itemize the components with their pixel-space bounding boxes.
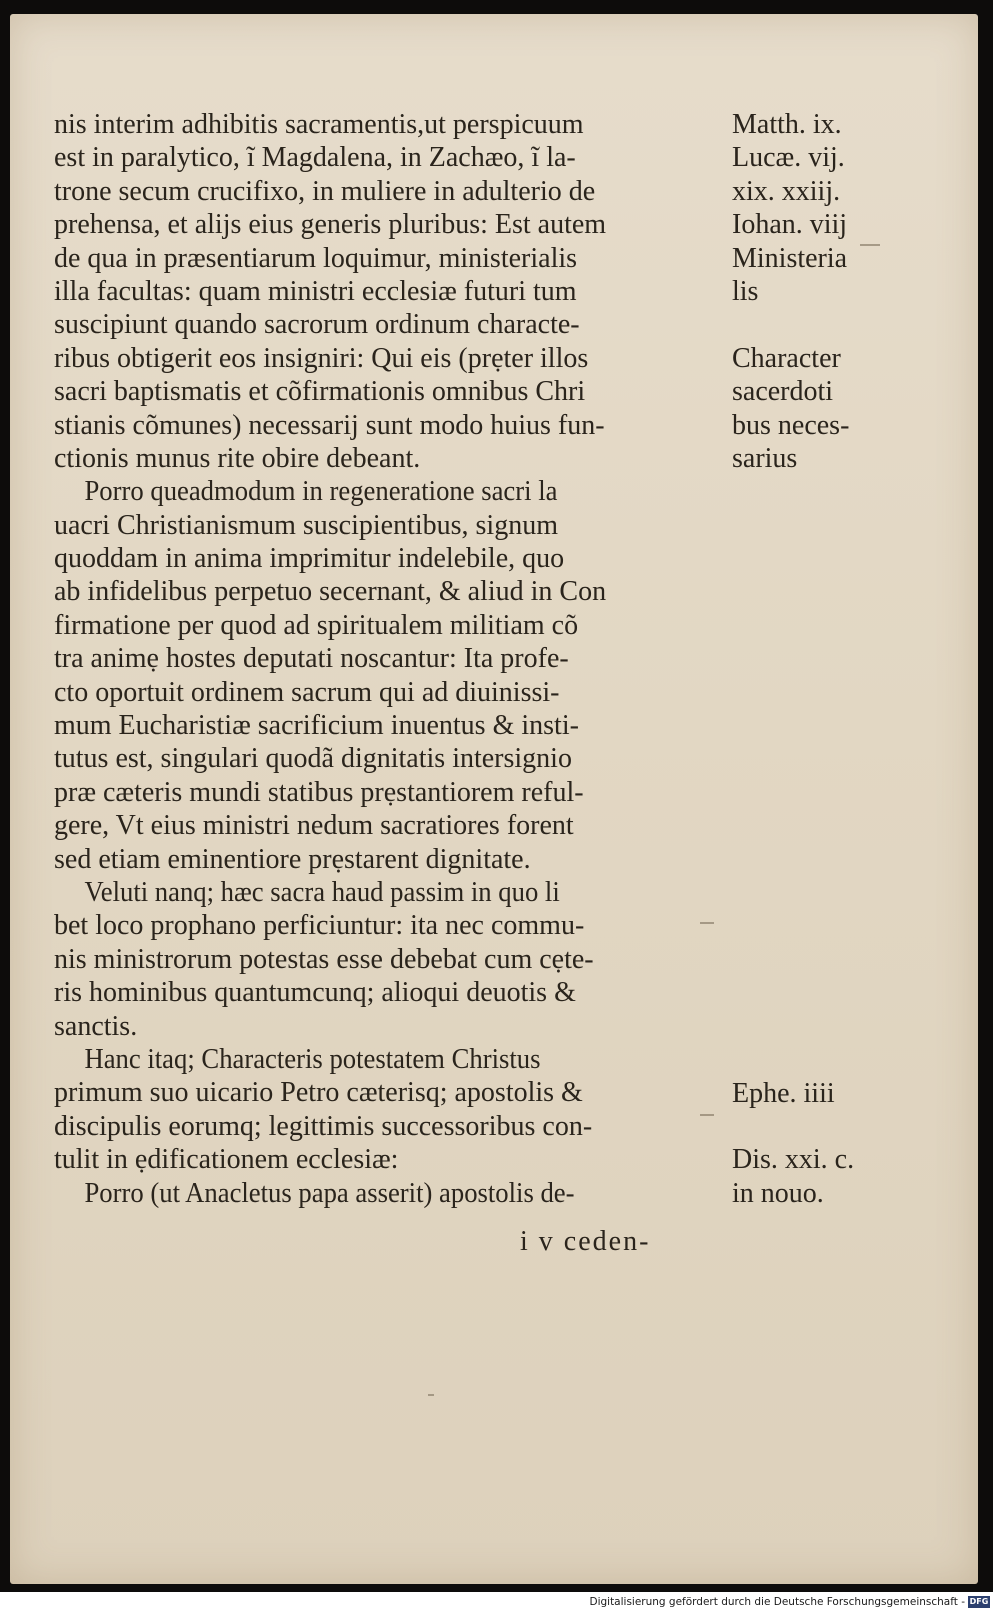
text-line: Porro queadmodum in regeneratione sacri la	[84, 476, 558, 508]
text-line: prehensa, et alijs eius generis pluribus: Est autem	[54, 209, 607, 241]
margin-mark	[860, 244, 880, 246]
margin-note: Iohan. viij	[732, 209, 848, 241]
text-line: discipulis eorumq; legittimis successoribus con-	[54, 1110, 593, 1142]
text-line: uacri Christianismum suscipientibus, signum	[54, 509, 558, 541]
text-line: nis interim adhibitis sacramentis,ut perspicuum	[54, 109, 584, 140]
margin-mark	[700, 1114, 714, 1116]
digitization-footer	[589, 1594, 990, 1609]
text-line: suscipiunt quando sacrorum ordinum characte-	[54, 309, 580, 341]
margin-note: sarius	[732, 443, 798, 474]
text-line: mum Eucharistiæ sacrificium inuentus & insti-	[54, 710, 579, 742]
margin-note: bus neces-	[732, 409, 850, 441]
margin-mark	[428, 1394, 434, 1396]
text-line: gere, Vt eius ministri nedum sacratiores forent	[54, 810, 574, 842]
text-line: sed etiam eminentiore prẹstarent dignitate.	[54, 843, 531, 875]
text-line: bet loco prophano perficiuntur: ita nec commu-	[54, 910, 585, 942]
text-line: sanctis.	[54, 1010, 138, 1042]
text-line: sacri baptismatis et cõfirmationis omnibus Chri	[54, 376, 586, 408]
margin-note: in nouo.	[732, 1177, 824, 1209]
margin-mark	[700, 922, 714, 924]
margin-note: xix. xxiij.	[732, 175, 841, 207]
text-line: firmatione per quod ad spiritualem militiam cõ	[54, 609, 579, 641]
margin-note: lis	[732, 276, 759, 307]
text-line: stianis cõmunes) necessarij sunt modo huius fun-	[54, 409, 605, 441]
text-line: cto oportuit ordinem sacrum qui ad diuinissi-	[54, 676, 560, 708]
text-line: Veluti nanq; hæc sacra haud passim in quo li	[84, 876, 560, 908]
margin-note: Character	[732, 342, 841, 374]
text-line: Hanc itaq; Characteris potestatem Christus	[84, 1043, 541, 1075]
dfg-logo: DFG	[969, 1596, 989, 1606]
margin-note: sacerdoti	[732, 376, 834, 408]
margin-note: Lucæ. vij.	[732, 142, 845, 174]
text-line: Porro (ut Anacletus papa asserit) apostolis de-	[84, 1177, 575, 1209]
text-line: illa facultas: quam ministri ecclesiæ futuri tum	[54, 275, 577, 307]
margin-note: Ministeria	[732, 242, 848, 274]
text-line: tutus est, singulari quodã dignitatis intersignio	[54, 743, 572, 775]
footer-credit: Digitalisierung gefördert durch die Deutsche Forschungsgemeinschaft -	[589, 1595, 965, 1608]
signature-catchword-line: i v ceden-	[520, 1226, 651, 1257]
text-line: est in paralytico, ĩ Magdalena, in Zachæo, ĩ la-	[54, 142, 576, 174]
margin-note: Matth. ix.	[732, 109, 842, 140]
text-line: primum suo uicario Petro cæterisq; apostolis &	[54, 1077, 583, 1109]
text-line: ribus obtigerit eos insigniri: Qui eis (prẹter illos	[54, 342, 589, 374]
text-line: tra animẹ hostes deputati noscantur: Ita profe-	[54, 643, 569, 675]
margin-note: Ephe. iiii	[732, 1077, 835, 1109]
text-line: præ cæteris mundi statibus prẹstantiorem reful-	[54, 776, 584, 808]
text-line: ab infidelibus perpetuo secernant, & aliud in Con	[54, 576, 607, 608]
text-line: quoddam in anima imprimitur indelebile, quo	[54, 543, 565, 575]
text-line: de qua in præsentiarum loquimur, ministerialis	[54, 242, 578, 274]
text-line: tulit in ẹdificationem ecclesiæ:	[54, 1144, 399, 1176]
text-line: ris hominibus quantumcunq; alioqui deuotis &	[54, 977, 576, 1009]
text-line: nis ministrorum potestas esse debebat cum cẹte-	[54, 943, 594, 975]
main-text-block	[54, 108, 724, 1210]
text-line: trone secum crucifixo, in muliere in adulterio de	[54, 175, 596, 207]
text-line: ctionis munus rite obire debeant.	[54, 442, 421, 474]
book-page	[10, 14, 978, 1584]
margin-note: Dis. xxi. c.	[732, 1144, 855, 1176]
